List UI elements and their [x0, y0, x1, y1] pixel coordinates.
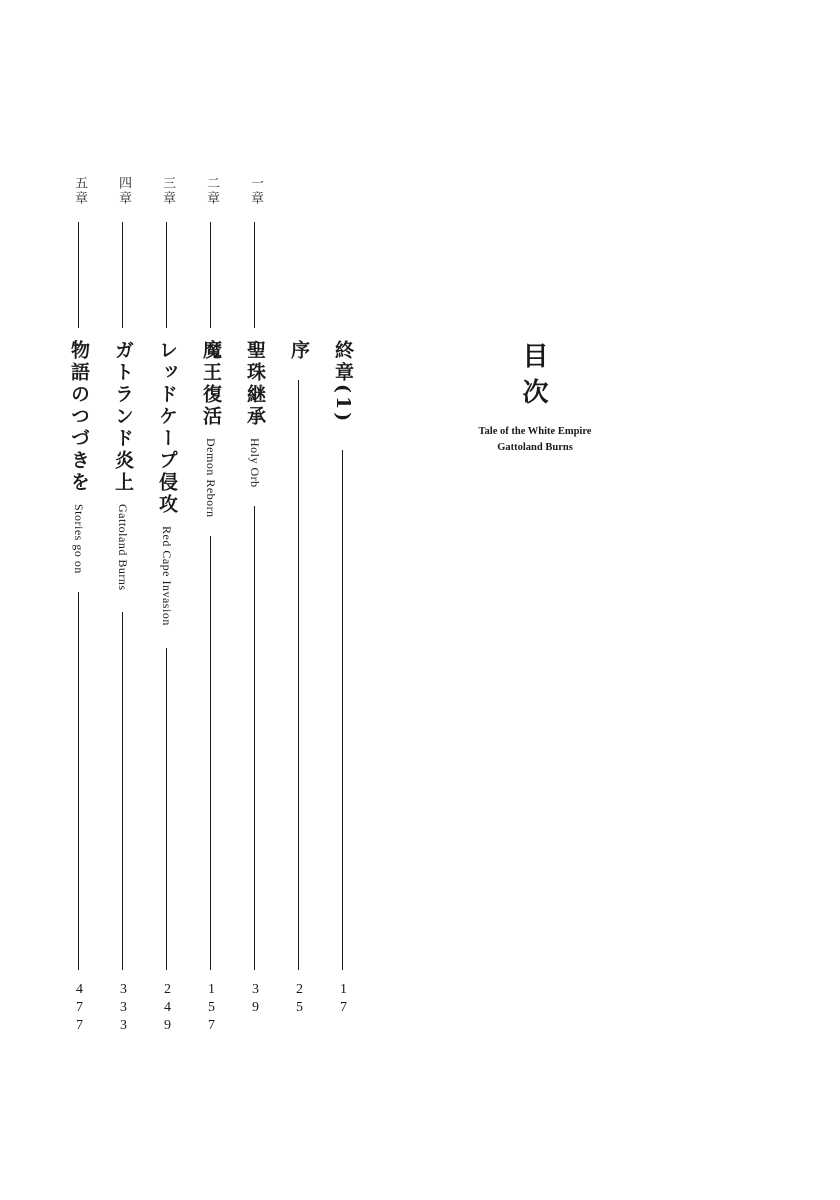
leader-line — [122, 222, 123, 328]
entry-page-number: 39 — [248, 982, 263, 1018]
entry-page-number: 333 — [116, 982, 131, 1036]
entry-page-number: 17 — [336, 982, 351, 1018]
entry-title-block — [196, 340, 226, 518]
entry-english-title: Gattoland Burns — [116, 504, 130, 591]
subtitle-series: Tale of the White Empire — [478, 426, 592, 437]
leader-line — [78, 592, 79, 970]
entry-title: 終章(1) — [332, 340, 354, 425]
entry-title-block — [108, 340, 138, 591]
entry-title-block — [284, 340, 314, 362]
toc-entry[interactable] — [284, 0, 314, 1200]
toc-subtitle — [440, 424, 630, 456]
entry-title: 序 — [288, 340, 310, 362]
chapter-label: 四章 — [116, 176, 131, 206]
entry-english-title: Red Cape Invasion — [160, 526, 174, 626]
toc-entry[interactable] — [196, 0, 226, 1200]
entry-page-number: 157 — [204, 982, 219, 1036]
leader-line — [166, 648, 167, 970]
toc-entry[interactable] — [152, 0, 182, 1200]
leader-line — [78, 222, 79, 328]
entry-title: ガトランド炎上 — [112, 340, 134, 494]
subtitle-volume: Gattoland Burns — [497, 442, 573, 453]
toc-entry[interactable] — [64, 0, 94, 1200]
leader-line — [342, 450, 343, 970]
entry-title: 魔王復活 — [200, 340, 222, 428]
entry-title: レッドケープ侵攻 — [156, 340, 178, 516]
leader-line — [210, 536, 211, 970]
entry-title: 物語のつづきを — [68, 340, 90, 494]
entry-page-number: 249 — [160, 982, 175, 1036]
entry-english-title: Stories go on — [72, 504, 86, 574]
toc-entry[interactable] — [240, 0, 270, 1200]
entry-title-block — [328, 340, 358, 424]
leader-line — [254, 222, 255, 328]
chapter-label: 五章 — [72, 176, 87, 206]
leader-line — [298, 380, 299, 970]
entry-english-title: Holy Orb — [248, 438, 262, 488]
entry-title-block — [64, 340, 94, 574]
leader-line — [122, 612, 123, 970]
entry-page-number: 25 — [292, 982, 307, 1018]
leader-line — [254, 506, 255, 970]
leader-line — [210, 222, 211, 328]
chapter-label: 二章 — [204, 176, 219, 206]
toc-heading: 目次 — [518, 342, 548, 414]
entry-title: 聖珠継承 — [244, 340, 266, 428]
chapter-label: 三章 — [160, 176, 175, 206]
leader-line — [166, 222, 167, 328]
entry-title-block — [152, 340, 182, 626]
entry-english-title: Demon Reborn — [204, 438, 218, 518]
entry-page-number: 477 — [72, 982, 87, 1036]
entry-title-block — [240, 340, 270, 488]
toc-entry[interactable] — [328, 0, 358, 1200]
chapter-label: 一章 — [248, 176, 263, 206]
toc-entry[interactable] — [108, 0, 138, 1200]
